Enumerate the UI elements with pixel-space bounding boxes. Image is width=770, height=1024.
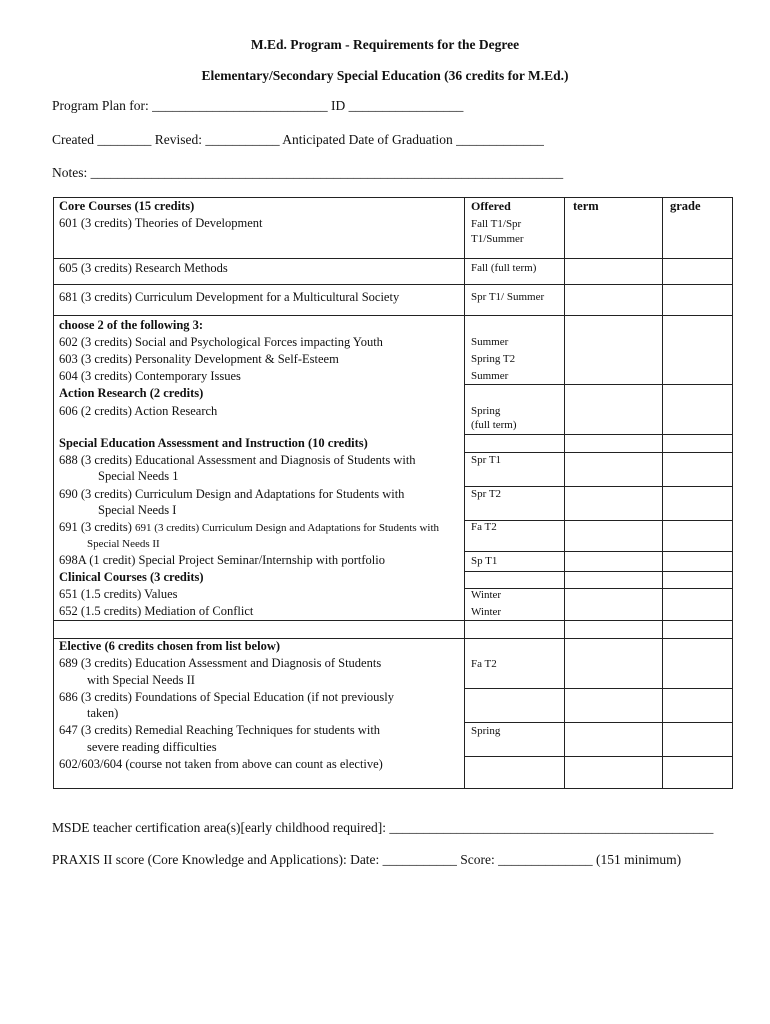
offered-606: Spring: [471, 405, 501, 417]
elective-heading: Elective (6 credits chosen from list below): [59, 639, 281, 653]
course-647: 647 (3 credits) Remedial Reaching Techniques for students with: [59, 723, 381, 737]
course-604: 604 (3 credits) Contemporary Issues: [59, 369, 241, 383]
column-divider: [464, 198, 465, 788]
course-652: 652 (1.5 credits) Mediation of Conflict: [59, 604, 254, 618]
column-divider: [564, 198, 565, 788]
course-601: 601 (3 credits) Theories of Development: [59, 216, 263, 230]
course-689: 689 (3 credits) Education Assessment and Diagnosis of Students: [59, 656, 382, 670]
special-education-heading: Special Education Assessment and Instruction (10 credits): [59, 436, 368, 450]
course-681: 681 (3 credits) Curriculum Development for a Multicultural Society: [59, 290, 400, 304]
offered-647: Spring: [471, 725, 501, 737]
praxis-score-field: PRAXIS II score (Core Knowledge and Applications): Date: ___________ Score: ______________ (151 minimum): [52, 852, 682, 867]
course-691-title: 691 (3 credits) Curriculum Design and Adaptations for Students with: [135, 522, 440, 534]
course-605: 605 (3 credits) Research Methods: [59, 261, 228, 275]
course-686: 686 (3 credits) Foundations of Special Education (if not previously: [59, 690, 395, 704]
course-603: 603 (3 credits) Personality Development & Self-Esteem: [59, 352, 339, 366]
course-686: taken): [87, 706, 119, 720]
offered-column-header: Offered: [471, 199, 511, 213]
action-research-heading: Action Research (2 credits): [59, 386, 204, 400]
course-602: 602 (3 credits) Social and Psychological Forces impacting Youth: [59, 335, 383, 349]
row-divider: [464, 384, 732, 385]
course-691: Special Needs II: [87, 538, 160, 550]
offered-603: Spring T2: [471, 353, 516, 365]
requirements-table: [53, 197, 733, 789]
course-651: 651 (1.5 credits) Values: [59, 587, 178, 601]
row-divider: [54, 284, 732, 285]
offered-691: Fa T2: [471, 521, 497, 533]
term-column-header: term: [573, 199, 599, 213]
row-divider: [464, 434, 732, 435]
course-691-number: 691 (3 credits): [59, 520, 136, 534]
row-divider: [54, 620, 732, 621]
offered-605: Fall (full term): [471, 262, 537, 274]
course-690: Special Needs I: [98, 503, 177, 517]
choose-two-heading: choose 2 of the following 3:: [59, 318, 204, 332]
offered-601: Fall T1/Spr: [471, 218, 522, 230]
course-606: 606 (2 credits) Action Research: [59, 404, 218, 418]
offered-698a: Sp T1: [471, 555, 498, 567]
grade-column-header: grade: [670, 199, 701, 213]
clinical-courses-heading: Clinical Courses (3 credits): [59, 570, 204, 584]
offered-689: Fa T2: [471, 658, 497, 670]
program-plan-field: Program Plan for: __________________________ ID _________________: [52, 98, 464, 113]
row-divider: [464, 588, 732, 589]
row-divider: [464, 722, 732, 723]
row-divider: [464, 486, 732, 487]
column-divider: [662, 198, 663, 788]
offered-604: Summer: [471, 370, 509, 382]
offered-681: Spr T1/ Summer: [471, 291, 545, 303]
msde-certification-field: MSDE teacher certification area(s)[early childhood required]: ________________________________________________: [52, 820, 714, 835]
offered-690: Spr T2: [471, 488, 502, 500]
row-divider: [54, 258, 732, 259]
row-divider: [464, 688, 732, 689]
course-691: [59, 519, 439, 537]
row-divider: [464, 756, 732, 757]
offered-688: Spr T1: [471, 454, 502, 466]
row-divider: [464, 571, 732, 572]
offered-602: Summer: [471, 336, 509, 348]
course-602-603-604-elective: 602/603/604 (course not taken from above can count as elective): [59, 757, 383, 771]
row-divider: [54, 315, 732, 316]
document-subtitle: Elementary/Secondary Special Education (36 credits for M.Ed.): [201, 68, 569, 83]
core-courses-heading: Core Courses (15 credits): [59, 199, 195, 213]
offered-606: (full term): [471, 419, 517, 431]
course-688: 688 (3 credits) Educational Assessment and Diagnosis of Students with: [59, 453, 416, 467]
course-690: 690 (3 credits) Curriculum Design and Adaptations for Students with: [59, 487, 405, 501]
offered-601: T1/Summer: [471, 233, 524, 245]
offered-652: Winter: [471, 606, 502, 618]
notes-field: Notes: ______________________________________________________________________: [52, 165, 564, 180]
created-revised-field: Created ________ Revised: ___________ Anticipated Date of Graduation _____________: [52, 132, 544, 147]
row-divider: [464, 551, 732, 552]
course-647: severe reading difficulties: [87, 740, 217, 754]
course-689: with Special Needs II: [87, 673, 195, 687]
course-698a: 698A (1 credit) Special Project Seminar/Internship with portfolio: [59, 553, 385, 567]
document-title: M.Ed. Program - Requirements for the Degree: [250, 37, 520, 52]
course-688: Special Needs 1: [98, 469, 179, 483]
row-divider: [464, 520, 732, 521]
row-divider: [464, 452, 732, 453]
offered-651: Winter: [471, 589, 502, 601]
